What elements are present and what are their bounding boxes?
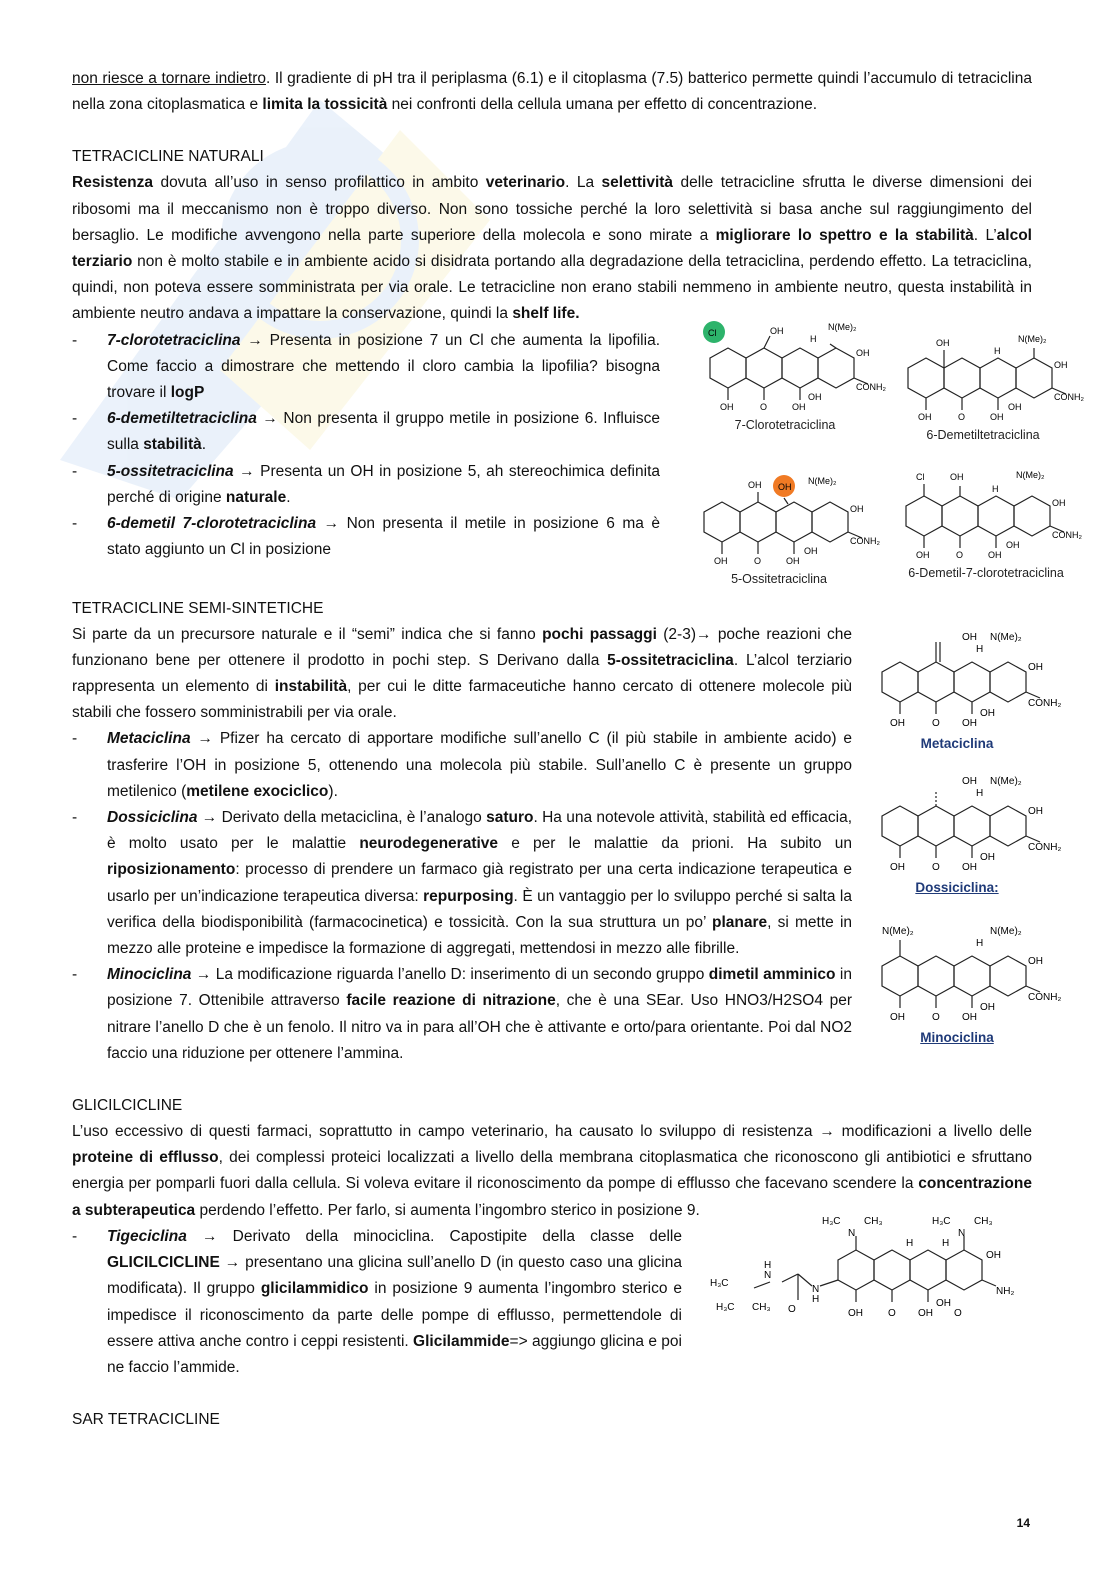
tige-b: → presentano una glicina sull’anello D (in questo caso una glicina modificata). Il gruppo — [107, 1254, 682, 1298]
nat-b2: veterinario — [485, 174, 566, 192]
label-conh2: CONH₂ — [1028, 697, 1062, 709]
semi-b3: instabilità — [274, 678, 348, 696]
semi-t3: . L’alcol terziario rappresenta un elemento di — [72, 651, 852, 696]
label-h: H — [810, 333, 817, 344]
doxy-b2: neurodegenerative — [359, 835, 499, 853]
structure-dossiciclina — [872, 768, 1072, 895]
item-text: → Presenta in posizione 7 un Cl che aumenta la lipofilia. Come faccio a dimostrare che mettendo il cloro cambia la lipofilia? bisogna trovare il — [107, 331, 660, 402]
label-nme2: N(Me)₂ — [828, 321, 857, 332]
caption-6-demetiltetraciclina: 6-Demetiltetraciclina — [926, 427, 1040, 442]
list-item — [72, 511, 660, 563]
label-h: H — [976, 643, 984, 655]
nat-b5: alcol terziario — [72, 226, 1032, 271]
label-nh2: NH₂ — [996, 1285, 1015, 1297]
intro-paragraph — [72, 66, 1032, 118]
label-h: H — [992, 483, 999, 494]
label-nme2: N(Me)₂ — [990, 775, 1022, 787]
list-item — [72, 962, 852, 1067]
list-item — [72, 328, 660, 407]
doxy-b5: planare — [712, 913, 768, 931]
label-oh: OH — [918, 1307, 933, 1319]
doxy-e: . È un vantaggio per lo sviluppo perché si salta la verifica della biodisponibilità (farmacocinetica) e tossicità. Con la sua struttura un po’ — [107, 887, 852, 931]
label-ch3: CH₃ — [864, 1215, 883, 1227]
label-oh: OH — [990, 411, 1004, 422]
label-h3c: H₃C — [822, 1215, 841, 1227]
heading-tetracicline-naturali: TETRACICLINE NATURALI — [72, 148, 264, 166]
doxy-a: → Derivato della metaciclina, è l’analogo — [197, 809, 487, 827]
label-oh: OH — [980, 1001, 995, 1013]
item-bold: stabilità — [143, 436, 202, 454]
label-ch3: CH₃ — [974, 1215, 993, 1227]
item-bold: metilene exociclico — [186, 782, 329, 800]
label-h: H — [994, 345, 1001, 356]
label-oh: OH — [786, 555, 800, 566]
label-oh: OH — [918, 411, 932, 422]
label-o: O — [932, 861, 940, 873]
semi-area — [72, 622, 1062, 1067]
label-n: N — [764, 1269, 772, 1281]
label-oh: OH — [1028, 955, 1043, 967]
label-conh2: CONH₂ — [856, 381, 886, 392]
label-oh: OH — [890, 1011, 905, 1023]
doxy-b3: riposizionamento — [107, 861, 236, 879]
semi-paragraph — [72, 622, 852, 727]
label-n: N — [812, 1283, 820, 1295]
semi-b2: 5-ossitetraciclina — [607, 651, 734, 669]
item-name: 7-clorotetraciclina — [107, 331, 241, 349]
label-oh: OH — [792, 401, 806, 412]
label-nme2: N(Me)₂ — [882, 925, 914, 937]
label-oh: OH — [748, 479, 762, 490]
item-name: Minociclina — [107, 966, 192, 984]
semi-t4: , per cui le ditte farmaceutiche hanno cercato di ottenere molecole più stabili che fossero somministrabili per via orale. — [72, 678, 852, 722]
heading-glicilcicline: GLICILCICLINE — [72, 1097, 183, 1115]
label-cl: Cl — [708, 327, 717, 338]
label-oh: OH — [962, 631, 977, 643]
glic-t2: , dei complessi proteici localizzati a livello della membrana citoplasmatica che riconoscono gli antibiotici e sfruttano energia per pomparli fuori dalla cellula. Si voleva evitare il riconoscimento da pompe di efflusso che facevano scendere la — [72, 1149, 1032, 1193]
mino-c: , che è una SEar. Uso HNO3/H2SO4 per nitrare l’anello D che è un fenolo. Il nitro va in para all’OH che è attivante e orto/para orientante. Poi dal NO2 faccio una riduzione per ottenere l’ammina. — [107, 992, 852, 1062]
semi-t1: Si parte da un precursore naturale e il “semi” indica che si fanno — [72, 625, 543, 643]
item-name: 5-ossitetraciclina — [107, 462, 234, 480]
structure-tigeciclina — [708, 1212, 1048, 1330]
mino-b: in posizione 7. Ottenibile attraverso — [107, 966, 852, 1010]
tige-d: => aggiungo glicina e poi ne faccio l’ammide. — [107, 1332, 682, 1376]
label-nme2: N(Me)₂ — [1018, 333, 1047, 344]
label-oh: OH — [936, 337, 950, 348]
label-o: O — [788, 1303, 796, 1315]
label-conh2: CONH₂ — [1052, 529, 1082, 540]
glic-b1: proteine di efflusso — [72, 1149, 219, 1167]
nat-t2: . La — [565, 174, 602, 192]
label-nme2: N(Me)₂ — [990, 925, 1022, 937]
list-item — [72, 406, 660, 458]
label-h3c: H₃C — [716, 1301, 735, 1313]
label-h: H — [906, 1237, 914, 1249]
label-oh: OH — [1052, 497, 1066, 508]
label-n: N — [958, 1227, 966, 1239]
label-oh: OH — [720, 401, 734, 412]
label-h: H — [764, 1259, 772, 1271]
nat-t4: . L’ — [973, 226, 997, 244]
label-oh: OH — [962, 717, 977, 729]
label-h: H — [942, 1237, 950, 1249]
nat-b4: migliorare lo spettro e la stabilità — [715, 226, 974, 244]
label-conh2: CONH₂ — [1028, 991, 1062, 1003]
naturali-list — [72, 328, 660, 564]
item-text-end: . — [286, 488, 291, 506]
structure-minociclina — [872, 918, 1072, 1045]
label-h: H — [976, 937, 984, 949]
label-oh: OH — [890, 717, 905, 729]
doxy-d: : processo di prendere un farmaco già registrato per una certa indicazione terapeutica e usarlo per un’indicazione terapeutica diversa: — [107, 861, 852, 905]
tige-b2: glicilammidico — [260, 1280, 369, 1298]
item-name: Metaciclina — [107, 730, 191, 748]
label-oh: OH — [1028, 661, 1043, 673]
tige-b1: GLICILCICLINE — [107, 1254, 220, 1272]
doxy-f: , si mette in mezzo alle proteine e impedisce la formazione di aggregati, mettendosi in mezzo alle fibrille. — [107, 913, 853, 958]
label-h: H — [976, 787, 984, 799]
list-item — [72, 1224, 682, 1381]
label-o: O — [958, 411, 966, 422]
label-o: O — [956, 549, 964, 560]
intro-text-1: . Il gradiente di pH tra il periplasma (6.1) e il citoplasma (7.5) batterico permette quindi l’accumulo di tetraciclina nella zona citoplasmatica e — [72, 70, 1032, 114]
caption-metaciclina: Metaciclina — [920, 735, 994, 751]
item-text-end: . — [201, 436, 207, 454]
label-oh: OH — [936, 1297, 951, 1309]
label-oh: OH — [1028, 805, 1043, 817]
intro-bold: limita la tossicità — [262, 96, 388, 114]
page-number: 14 — [1016, 1516, 1030, 1530]
structure-6-demetil-7-clorotetraciclina — [886, 466, 1086, 580]
label-oh: OH — [988, 549, 1002, 560]
label-oh: OH — [808, 391, 822, 402]
label-cl: Cl — [916, 471, 925, 482]
tige-b3: Glicilammide — [413, 1332, 510, 1350]
structure-metaciclina — [872, 624, 1072, 751]
item-name: Tigeciclina — [107, 1227, 187, 1245]
structure-7-clorotetraciclina — [690, 318, 886, 432]
label-oh: OH — [950, 471, 964, 482]
intro-underlined: non riesce a tornare indietro — [72, 70, 266, 87]
nat-t5: non è molto stabile e in ambiente acido si disidrata portando alla degradazione della tetraciclina, perdendo effetto. La tetraciclina, quindi, non poteva essere somministrata per via orale. Le tetracicline non erano stabili nemmeno in ambiente neutro, questa instabilità in ambiente neutro andava a impattare la conservazione, quindi la — [72, 253, 1032, 323]
label-conh2: CONH₂ — [850, 535, 880, 546]
label-nme2: N(Me)₂ — [808, 475, 837, 486]
tige-area — [72, 1215, 1032, 1381]
list-item — [72, 459, 660, 511]
label-oh: OH — [856, 347, 870, 358]
label-ch3: CH₃ — [752, 1301, 771, 1313]
label-conh2: CONH₂ — [1028, 841, 1062, 853]
label-o: O — [932, 717, 940, 729]
glic-t3: perdendo l’effetto. Per farlo, si aumenta l’ingombro sterico in posizione 9. — [195, 1201, 700, 1219]
nat-t3: delle tetracicline sfrutta le diverse dimensioni dei ribosomi ma il meccanismo non è troppo diverso. Non sono tossiche perché la loro selettività si basa anche sul raggiungimento del bersaglio. Le modifiche avvengono nella parte superiore della molecola e sono mirate a — [72, 174, 1032, 244]
label-o: O — [954, 1307, 962, 1319]
doxy-b1: saturo — [486, 809, 534, 827]
nat-b3: selettività — [601, 174, 674, 192]
label-oh: OH — [962, 775, 977, 787]
label-oh: OH — [770, 325, 784, 336]
label-o: O — [754, 555, 762, 566]
mino-a: → La modificazione riguarda l’anello D: inserimento di un secondo gruppo — [191, 966, 709, 984]
label-oh: OH — [986, 1249, 1001, 1261]
label-oh: OH — [850, 503, 864, 514]
item-name: 6-demetil 7-clorotetraciclina — [107, 515, 317, 533]
label-oh: OH — [980, 707, 995, 719]
caption-5-ossitetraciclina: 5-Ossitetraciclina — [731, 571, 827, 586]
item-text: → Pfizer ha cercato di apportare modifiche sull’anello C (il più stabile in ambiente acido) e trasferire l’OH in posizione 5, ottenendo una molecola più stabile. Sull’anello C è presente un gruppo metilenico ( — [107, 730, 852, 800]
label-conh2: CONH₂ — [1054, 391, 1084, 402]
label-h: H — [812, 1293, 820, 1305]
item-name: Dossiciclina — [107, 809, 198, 827]
label-nme2: N(Me)₂ — [990, 631, 1022, 643]
structure-6-demetiltetraciclina — [888, 328, 1084, 442]
item-text: → Non presenta il gruppo metile in posizione 6. Influisce sulla — [107, 410, 660, 454]
semi-list — [72, 726, 852, 1067]
label-oh: OH — [962, 861, 977, 873]
tige-a: → Derivato della minociclina. Capostipite della classe delle — [186, 1227, 682, 1245]
label-oh: OH — [962, 1011, 977, 1023]
page-content — [72, 66, 1084, 1433]
heading-sar-tetracicline: SAR TETRACICLINE — [72, 1411, 220, 1429]
list-item — [72, 726, 852, 805]
naturali-paragraph — [72, 170, 1032, 327]
nat-t1: dovuta all’uso in senso profilattico in ambito — [152, 174, 486, 192]
structure-5-ossitetraciclina — [684, 472, 880, 586]
doxy-c: e per le malattie da prioni. Ha subito un — [498, 835, 852, 853]
item-bold: naturale — [225, 488, 287, 506]
caption-minociclina: Minociclina — [920, 1029, 994, 1045]
label-oh: OH — [714, 555, 728, 566]
label-oh: OH — [1054, 359, 1068, 370]
glic-t1: L’uso eccessivo di questi farmaci, soprattutto in campo veterinario, ha causato lo sviluppo di resistenza → modificazioni a livello delle — [72, 1123, 1032, 1141]
label-oh: OH — [1008, 401, 1022, 412]
doxy-b4: repurposing — [423, 887, 514, 905]
caption-6-demetil-7-clorotetraciclina: 6-Demetil-7-clorotetraciclina — [908, 565, 1064, 580]
label-o: O — [932, 1011, 940, 1023]
item-text: → Presenta un OH in posizione 5, ah stereochimica definita perché di origine — [107, 462, 660, 506]
label-o: O — [888, 1307, 896, 1319]
caption-7-clorotetraciclina: 7-Clorotetraciclina — [734, 417, 836, 432]
label-oh: OH — [848, 1307, 863, 1319]
label-oh: OH — [916, 549, 930, 560]
label-oh: OH — [804, 545, 818, 556]
label-oh-highlighted: OH — [778, 481, 792, 492]
label-oh: OH — [980, 851, 995, 863]
nat-b6: shelf life. — [512, 305, 580, 323]
item-bold: logP — [170, 384, 205, 402]
item-text: → Non presenta il metile in posizione 6 ma è stato aggiunto un Cl in posizione — [107, 515, 660, 559]
tige-c: in posizione 9 aumenta l’ingombro sterico e impedisce il riconoscimento da parte delle pompe di efflusso, permettendole di essere attiva anche contro i ceppi resistenti. — [107, 1280, 683, 1350]
label-h3c: H₃C — [710, 1277, 729, 1289]
glicilcicline-paragraph — [72, 1119, 1032, 1224]
mino-b2: facile reazione di nitrazione — [346, 992, 556, 1010]
list-item — [72, 805, 852, 962]
label-h3c: H₃C — [932, 1215, 951, 1227]
label-oh: OH — [890, 861, 905, 873]
item-text-end: ). — [328, 782, 338, 800]
mino-b1: dimetil amminico — [708, 966, 836, 984]
label-n: N — [848, 1227, 856, 1239]
label-oh: OH — [1006, 539, 1020, 550]
semi-b1: pochi passaggi — [542, 625, 657, 643]
naturali-bullets-area — [72, 321, 1084, 586]
intro-text-2: nei confronti della cellula umana per effetto di concentrazione. — [387, 96, 818, 114]
glic-list — [72, 1224, 682, 1381]
label-nme2: N(Me)₂ — [1016, 469, 1045, 480]
nat-b1: Resistenza — [72, 174, 153, 192]
doxy-b: . Ha una notevole attività, stabilità ed efficacia, è molto usato per le malattie — [107, 809, 853, 853]
label-o: O — [760, 401, 768, 412]
glic-b2: concentrazione a subterapeutica — [72, 1175, 1032, 1219]
caption-dossiciclina: Dossiciclina: — [915, 879, 999, 895]
item-name: 6-demetiltetraciclina — [107, 410, 257, 428]
semi-t2: (2-3)→ poche reazioni che funzionano bene per ottenere il prodotto in pochi step. S Derivano dalla — [72, 625, 852, 669]
heading-tetracicline-semi-sintetiche: TETRACICLINE SEMI-SINTETICHE — [72, 599, 324, 617]
